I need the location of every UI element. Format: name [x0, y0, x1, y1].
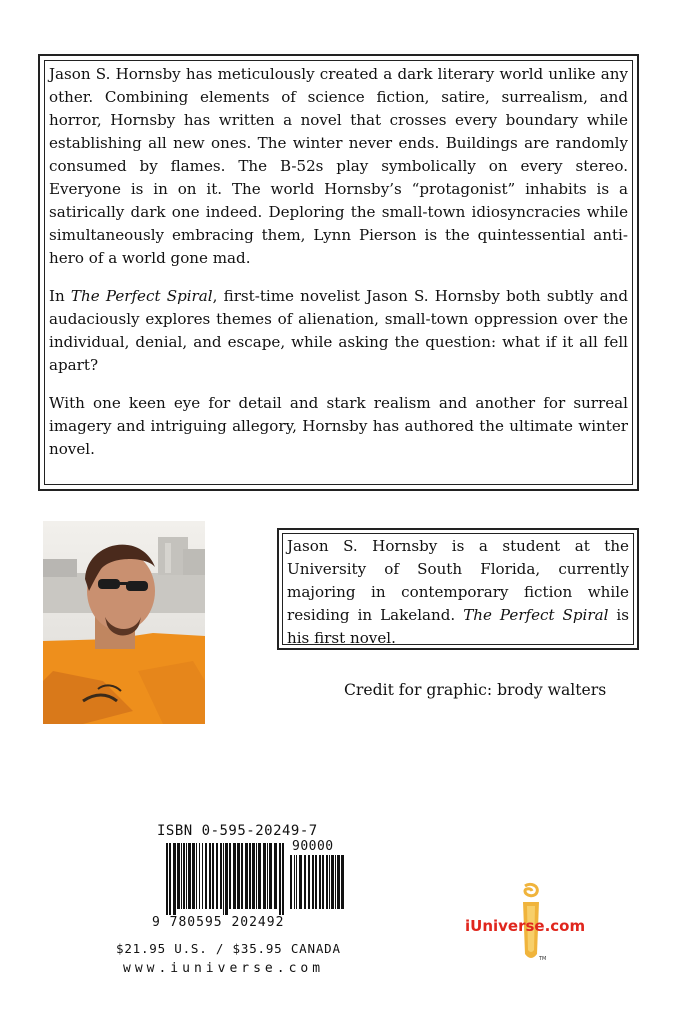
barcode-bar: [205, 843, 207, 909]
barcode-bar: [274, 843, 277, 909]
barcode-bar: [199, 843, 200, 909]
barcode-bar: [169, 843, 171, 915]
barcode-bar: [223, 843, 224, 915]
barcode-bar: [186, 843, 187, 909]
barcode-bar: [196, 843, 197, 909]
barcode-bar: [294, 855, 295, 909]
barcode-bar: [304, 855, 306, 909]
author-bio: [277, 528, 639, 650]
barcode-bar: [202, 843, 203, 909]
price-addon-barcode: [290, 855, 346, 915]
barcode-bar: [329, 855, 330, 909]
barcode-bar: [237, 843, 240, 909]
barcode-bar: [331, 855, 334, 909]
bio-rest: is his first novel.: [287, 606, 629, 647]
barcode-bar: [192, 843, 195, 909]
barcode-bar: [177, 843, 180, 909]
barcode-bar: [225, 843, 228, 915]
blurb-paragraph-2: [49, 285, 628, 377]
barcode-bar: [212, 843, 214, 909]
author-photo: [43, 521, 205, 724]
barcode-bar: [183, 843, 185, 909]
publisher-url: www.iuniverse.com: [123, 961, 325, 976]
blurb-inner-frame: [44, 60, 633, 485]
author-photo-image: [43, 521, 205, 724]
barcode-bar: [322, 855, 324, 909]
blurb-p2-rest: , first-time novelist Jason S. Hornsby both subtly and audaciously explores themes of alienation, small-town oppression over the individual, denial, and escape, while asking the question: what if it all fell apart?: [49, 287, 628, 374]
barcode-bar: [282, 843, 284, 915]
bio-lead: Jason S. Hornsby is a student at the University of South Florida, currently majoring in contemporary fiction while residing in Lakeland.: [287, 537, 629, 624]
svg-text:TM: TM: [539, 956, 547, 962]
barcode-bar: [337, 855, 340, 909]
barcode-bar: [341, 855, 344, 909]
barcode-bar: [299, 855, 302, 909]
barcode-bar: [209, 843, 211, 909]
barcode-bar: [188, 843, 191, 909]
barcode-bar: [245, 843, 248, 909]
bio-book-title: The Perfect Spiral: [463, 606, 609, 624]
barcode-bar: [173, 843, 176, 915]
barcode-bar: [319, 855, 321, 909]
price-line: $21.95 U.S. / $35.95 CANADA: [116, 941, 341, 956]
barcode-bar: [335, 855, 336, 909]
bio-inner-frame: [282, 533, 634, 645]
ean-digits: 9 780595 202492: [152, 915, 285, 930]
barcode-bar: [308, 855, 310, 909]
barcode-bar: [296, 855, 297, 909]
graphic-credit: Credit for graphic: brody walters: [344, 681, 607, 699]
blurb-paragraph-3: With one keen eye for detail and stark realism and another for surreal imagery and intriguing allegory, Hornsby has authored the ultimate winter novel.: [49, 394, 628, 458]
back-cover-blurb: [38, 54, 639, 491]
blurb-paragraph-1: Jason S. Hornsby has meticulously created a dark literary world unlike any other. Combining elements of science fiction, satire, surrealism, and horror, Hornsby has written a novel that crosses every boundary while establishing all new ones. The winter never ends. Buildings are randomly consumed by flames. The B-52s play symbolically on every stereo. Everyone is in on it. The world Hornsby’s “protagonist” inhabits is a satirically dark one indeed. Deploring the small-town idiosyncracies while simultaneously embracing them, Lynn Pierson is the quintessential anti-hero of a world gone mad.: [49, 65, 628, 267]
barcode-bar: [269, 843, 272, 909]
barcode-bar: [252, 843, 255, 909]
iuniverse-wordmark: iUniverse.com: [465, 917, 586, 935]
barcode-bar: [279, 843, 281, 915]
barcode-bar: [241, 843, 243, 909]
barcode-bar: [267, 843, 268, 909]
barcode-bar: [256, 843, 257, 909]
barcode-bar: [326, 855, 328, 909]
barcode-bar: [263, 843, 266, 909]
isbn-barcode: [166, 843, 286, 915]
barcode-bar: [233, 843, 236, 909]
barcode-bar: [181, 843, 182, 909]
isbn-label: ISBN 0-595-20249-7: [157, 823, 318, 839]
barcode-bar: [166, 843, 168, 915]
barcode-bar: [216, 843, 218, 909]
iuniverse-logo: [465, 880, 595, 965]
barcode-bar: [312, 855, 314, 909]
barcode-bar: [290, 855, 292, 909]
barcode-bar: [258, 843, 261, 909]
barcode-bar: [315, 855, 317, 909]
barcode-bar: [220, 843, 222, 909]
barcode-bar: [229, 843, 231, 909]
barcode-bar: [249, 843, 251, 909]
barcode-addon-digits: 90000: [292, 839, 334, 854]
book-title-italic: The Perfect Spiral: [70, 287, 213, 305]
blurb-p2-lead: In: [49, 287, 71, 305]
bio-text: [287, 535, 629, 650]
